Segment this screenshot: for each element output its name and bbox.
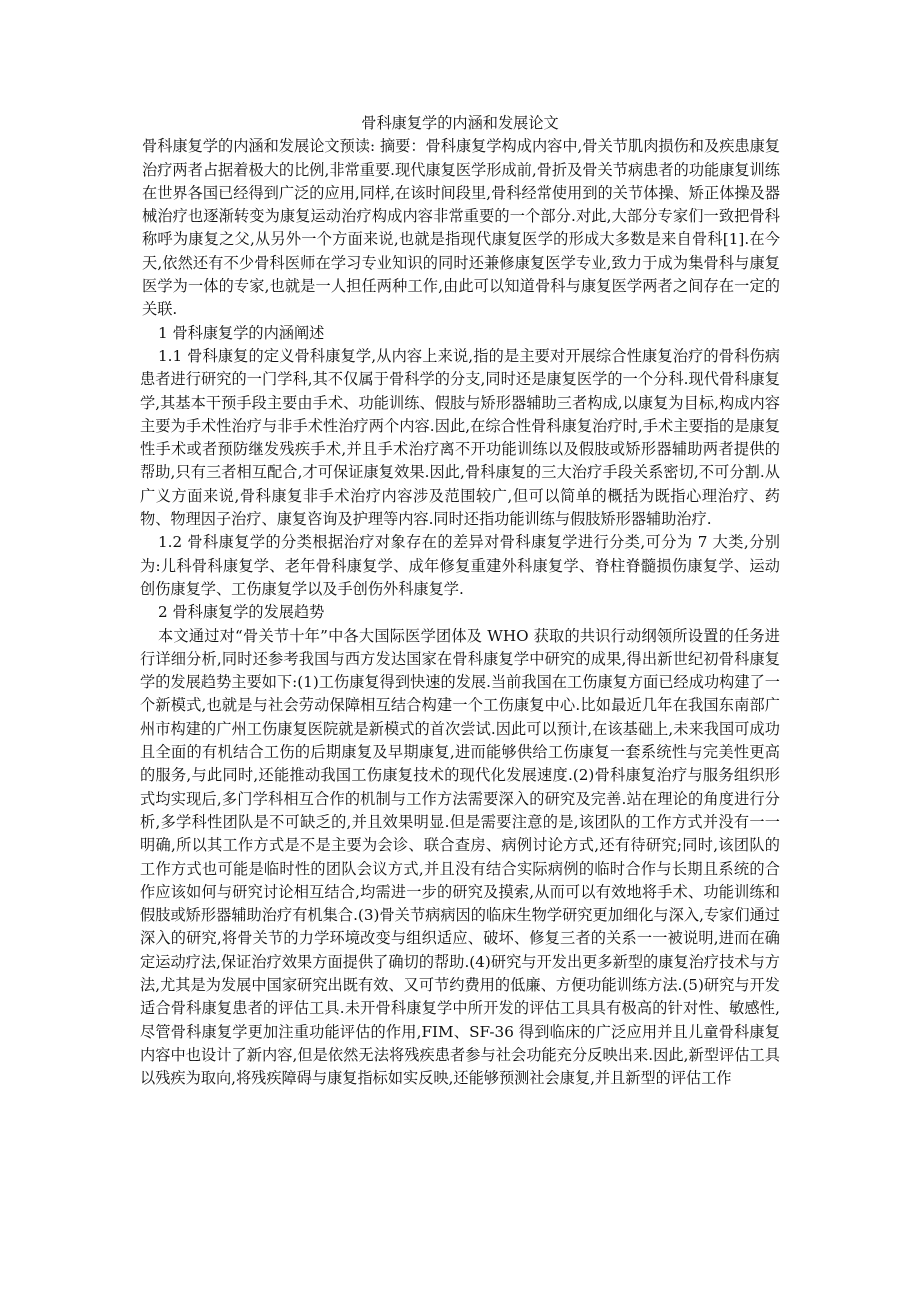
paragraph-1-1: 1.1 骨科康复的定义骨科康复学,从内容上来说,指的是主要对开展综合性康复治疗的骨科伤病患者进行研究的一门学科,其不仅属于骨科学的分支,同时还是康复医学的一个分科.现代骨科康复学,其基本干预手段主要由手术、功能训练、假肢与矫形器辅助三者构成,以康复为目标,构成内容主要为手术性治疗与非手术性治疗两个内容.因此,在综合性骨科康复治疗时,手术主要指的是康复性手术或者预防继发残疾手术,并且手术治疗离不开功能训练以及假肢或矫形器辅助两者提供的帮助,只有三者相互配合,才可保证康复效果.因此,骨科康复的三大治疗手段关系密切,不可分割.从广义方面来说,骨科康复非手术治疗内容涉及范围较广,但可以简单的概括为既指心理治疗、药物、物理因子治疗、康复咨询及护理等内容.同时还指功能训练与假肢矫形器辅助治疗.	[140, 346, 780, 529]
document-title: 骨科康复学的内涵和发展论文	[361, 114, 559, 132]
section-heading-2: 2 骨科康复学的发展趋势	[158, 603, 325, 622]
abstract-paragraph: 骨科康复学的内涵和发展论文预读: 摘要：骨科康复学构成内容中,骨关节肌肉损伤和及疾患康复治疗两者占据着极大的比例,非常重要.现代康复医学形成前,骨折及骨关节病患者的功能康复训练在世界各国已经得到广泛的应用,同样,在该时间段里,骨科经常使用到的关节体操、矫正体操及器械治疗也逐渐转变为康复运动治疗构成内容非常重要的一个部分.对此,大部分专家们一致把骨科称呼为康复之父,从另外一个方面来说,也就是指现代康复医学的形成大多数是来自骨科[1].在今天,依然还有不少骨科医师在学习专业知识的同时还兼修康复医学专业,致力于成为集骨科与康复医学为一体的专家,也就是一人担任两种工作,由此可以知道骨科与康复医学两者之间存在一定的关联.	[142, 137, 780, 319]
document-body	[140, 112, 780, 1090]
paragraph-2-body: 本文通过对“骨关节十年”中各大国际医学团体及 WHO 获取的共识行动纲领所设置的任务进行详细分析,同时还参考我国与西方发达国家在骨科康复学中研究的成果,得出新世纪初骨科康复学的发展趋势主要如下:(1)工伤康复得到快速的发展.当前我国在工伤康复方面已经成功构建了一个新模式,也就是与社会劳动保障相互结合构建一个工伤康复中心.比如最近几年在我国东南部广州市构建的广州工伤康复医院就是新模式的首次尝试.因此可以预计,在该基础上,未来我国可成功且全面的有机结合工伤的后期康复及早期康复,进而能够供给工伤康复一套系统性与完美性更高的服务,与此同时,还能推动我国工伤康复技术的现代化发展速度.(2)骨科康复治疗与服务组织形式均实现后,多门学科相互合作的机制与工作方法需要深入的研究及完善.站在理论的角度进行分析,多学科性团队是不可缺乏的,并且效果明显.但是需要注意的是,该团队的工作方式并没有一一明确,所以其工作方式是不是主要为会诊、联合查房、病例讨论方式,还有待研究;同时,该团队的工作方式也可能是临时性的团队会议方式,并且没有结合实际病例的临时合作与长期且系统的合作应该如何与研究讨论相互结合,均需进一步的研究及摸索,从而可以有效地将手术、功能训练和假肢或矫形器辅助治疗有机集合.(3)骨关节病病因的临床生物学研究更加细化与深入,专家们通过深入的研究,将骨关节的力学环境改变与组织适应、破坏、修复三者的关系一一被说明,进而在确定运动疗法,保证治疗效果方面提供了确切的帮助.(4)研究与开发出更多新型的康复治疗技术与方法,尤其是为发展中国家研究出既有效、又可节约费用的低廉、方便功能训练方法.(5)研究与开发适合骨科康复患者的评估工具.未开骨科康复学中所开发的评估工具具有极高的针对性、敏感性,尽管骨科康复学更加注重功能评估的作用,FIM、SF-36 得到临床的广泛应用并且儿童骨科康复内容中也设计了新内容,但是依然无法将残疾患者参与社会功能充分反映出来.因此,新型评估工具以残疾为取向,将残疾障碍与康复指标如实反映,还能够预测社会康复,并且新型的评估工作	[140, 626, 780, 1088]
section-heading-1: 1 骨科康复学的内涵阐述	[158, 323, 325, 342]
paragraph-1-2: 1.2 骨科康复学的分类根据治疗对象存在的差异对骨科康复学进行分类,可分为 7 大类,分别为:儿科骨科康复学、老年骨科康复学、成年修复重建外科康复学、脊柱脊髓损伤康复学、运动创伤康复学、工伤康复学以及手创伤外科康复学.	[140, 533, 780, 598]
